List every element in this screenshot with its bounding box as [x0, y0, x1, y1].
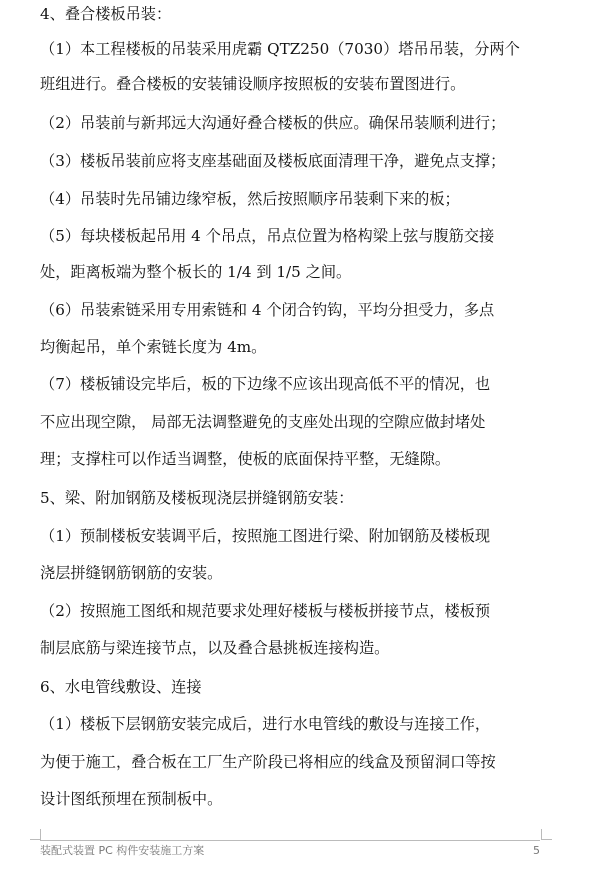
section-heading-5: 5、梁、附加钢筋及楼板现浇层拼缝钢筋安装： — [40, 489, 354, 507]
paragraph-line: （1）预制楼板安装调平后，按照施工图进行梁、附加钢筋及楼板现 — [40, 527, 491, 545]
crop-mark-right — [541, 829, 552, 840]
paragraph-line: （1）楼板下层钢筋安装完成后，进行水电管线的敷设与连接工作， — [40, 715, 491, 733]
crop-mark-left — [30, 829, 41, 840]
paragraph-line: （5）每块楼板起吊用 4 个吊点，吊点位置为格构梁上弦与腹筋交接 — [40, 227, 495, 245]
section-heading-6: 6、水电管线敷设、连接 — [40, 678, 202, 696]
paragraph-line: （7）楼板铺设完毕后，板的下边缘不应该出现高低不平的情况，也 — [40, 375, 491, 393]
footer-document-title: 装配式装置 PC 构件安装施工方案 — [40, 844, 205, 857]
paragraph-line: 制层底筋与梁连接节点，以及叠合悬挑板连接构造。 — [40, 639, 390, 657]
paragraph-line: （3）楼板吊装前应将支座基础面及楼板底面清理干净，避免点支撑； — [40, 152, 506, 170]
paragraph-line: 不应出现空隙， 局部无法调整避免的支座处出现的空隙应做封堵处 — [40, 413, 486, 431]
paragraph-line: 班组进行。叠合楼板的安装铺设顺序按照板的安装布置图进行。 — [40, 75, 466, 93]
paragraph-line: （4）吊装时先吊铺边缘窄板，然后按照顺序吊装剩下来的板； — [40, 190, 460, 208]
paragraph-line: 处，距离板端为整个板长的 1/4 到 1/5 之间。 — [40, 263, 352, 281]
paragraph-line: （2）吊装前与新邦远大沟通好叠合楼板的供应。确保吊装顺利进行； — [40, 114, 506, 132]
page-number: 5 — [533, 844, 540, 857]
paragraph-line: （2）按照施工图纸和规范要求处理好楼板与楼板拼接节点，楼板预 — [40, 602, 491, 620]
paragraph-line: （6）吊装索链采用专用索链和 4 个闭合钓钩，平均分担受力，多点 — [40, 301, 495, 319]
paragraph-line: 均衡起吊，单个索链长度为 4m。 — [40, 338, 267, 356]
paragraph-line: 浇层拼缝钢筋钢筋的安装。 — [40, 564, 223, 582]
footer-divider — [40, 840, 540, 841]
paragraph-line: （1）本工程楼板的吊装采用虎霸 QTZ250（7030）塔吊吊装，分两个 — [40, 40, 520, 58]
paragraph-line: 设计图纸预埋在预制板中。 — [40, 790, 223, 808]
paragraph-line: 为便于施工，叠合板在工厂生产阶段已将相应的线盒及预留洞口等按 — [40, 753, 496, 771]
paragraph-line: 理；支撑柱可以作适当调整，使板的底面保持平整，无缝隙。 — [40, 450, 451, 468]
section-heading-4: 4、叠合楼板吊装： — [40, 5, 172, 23]
